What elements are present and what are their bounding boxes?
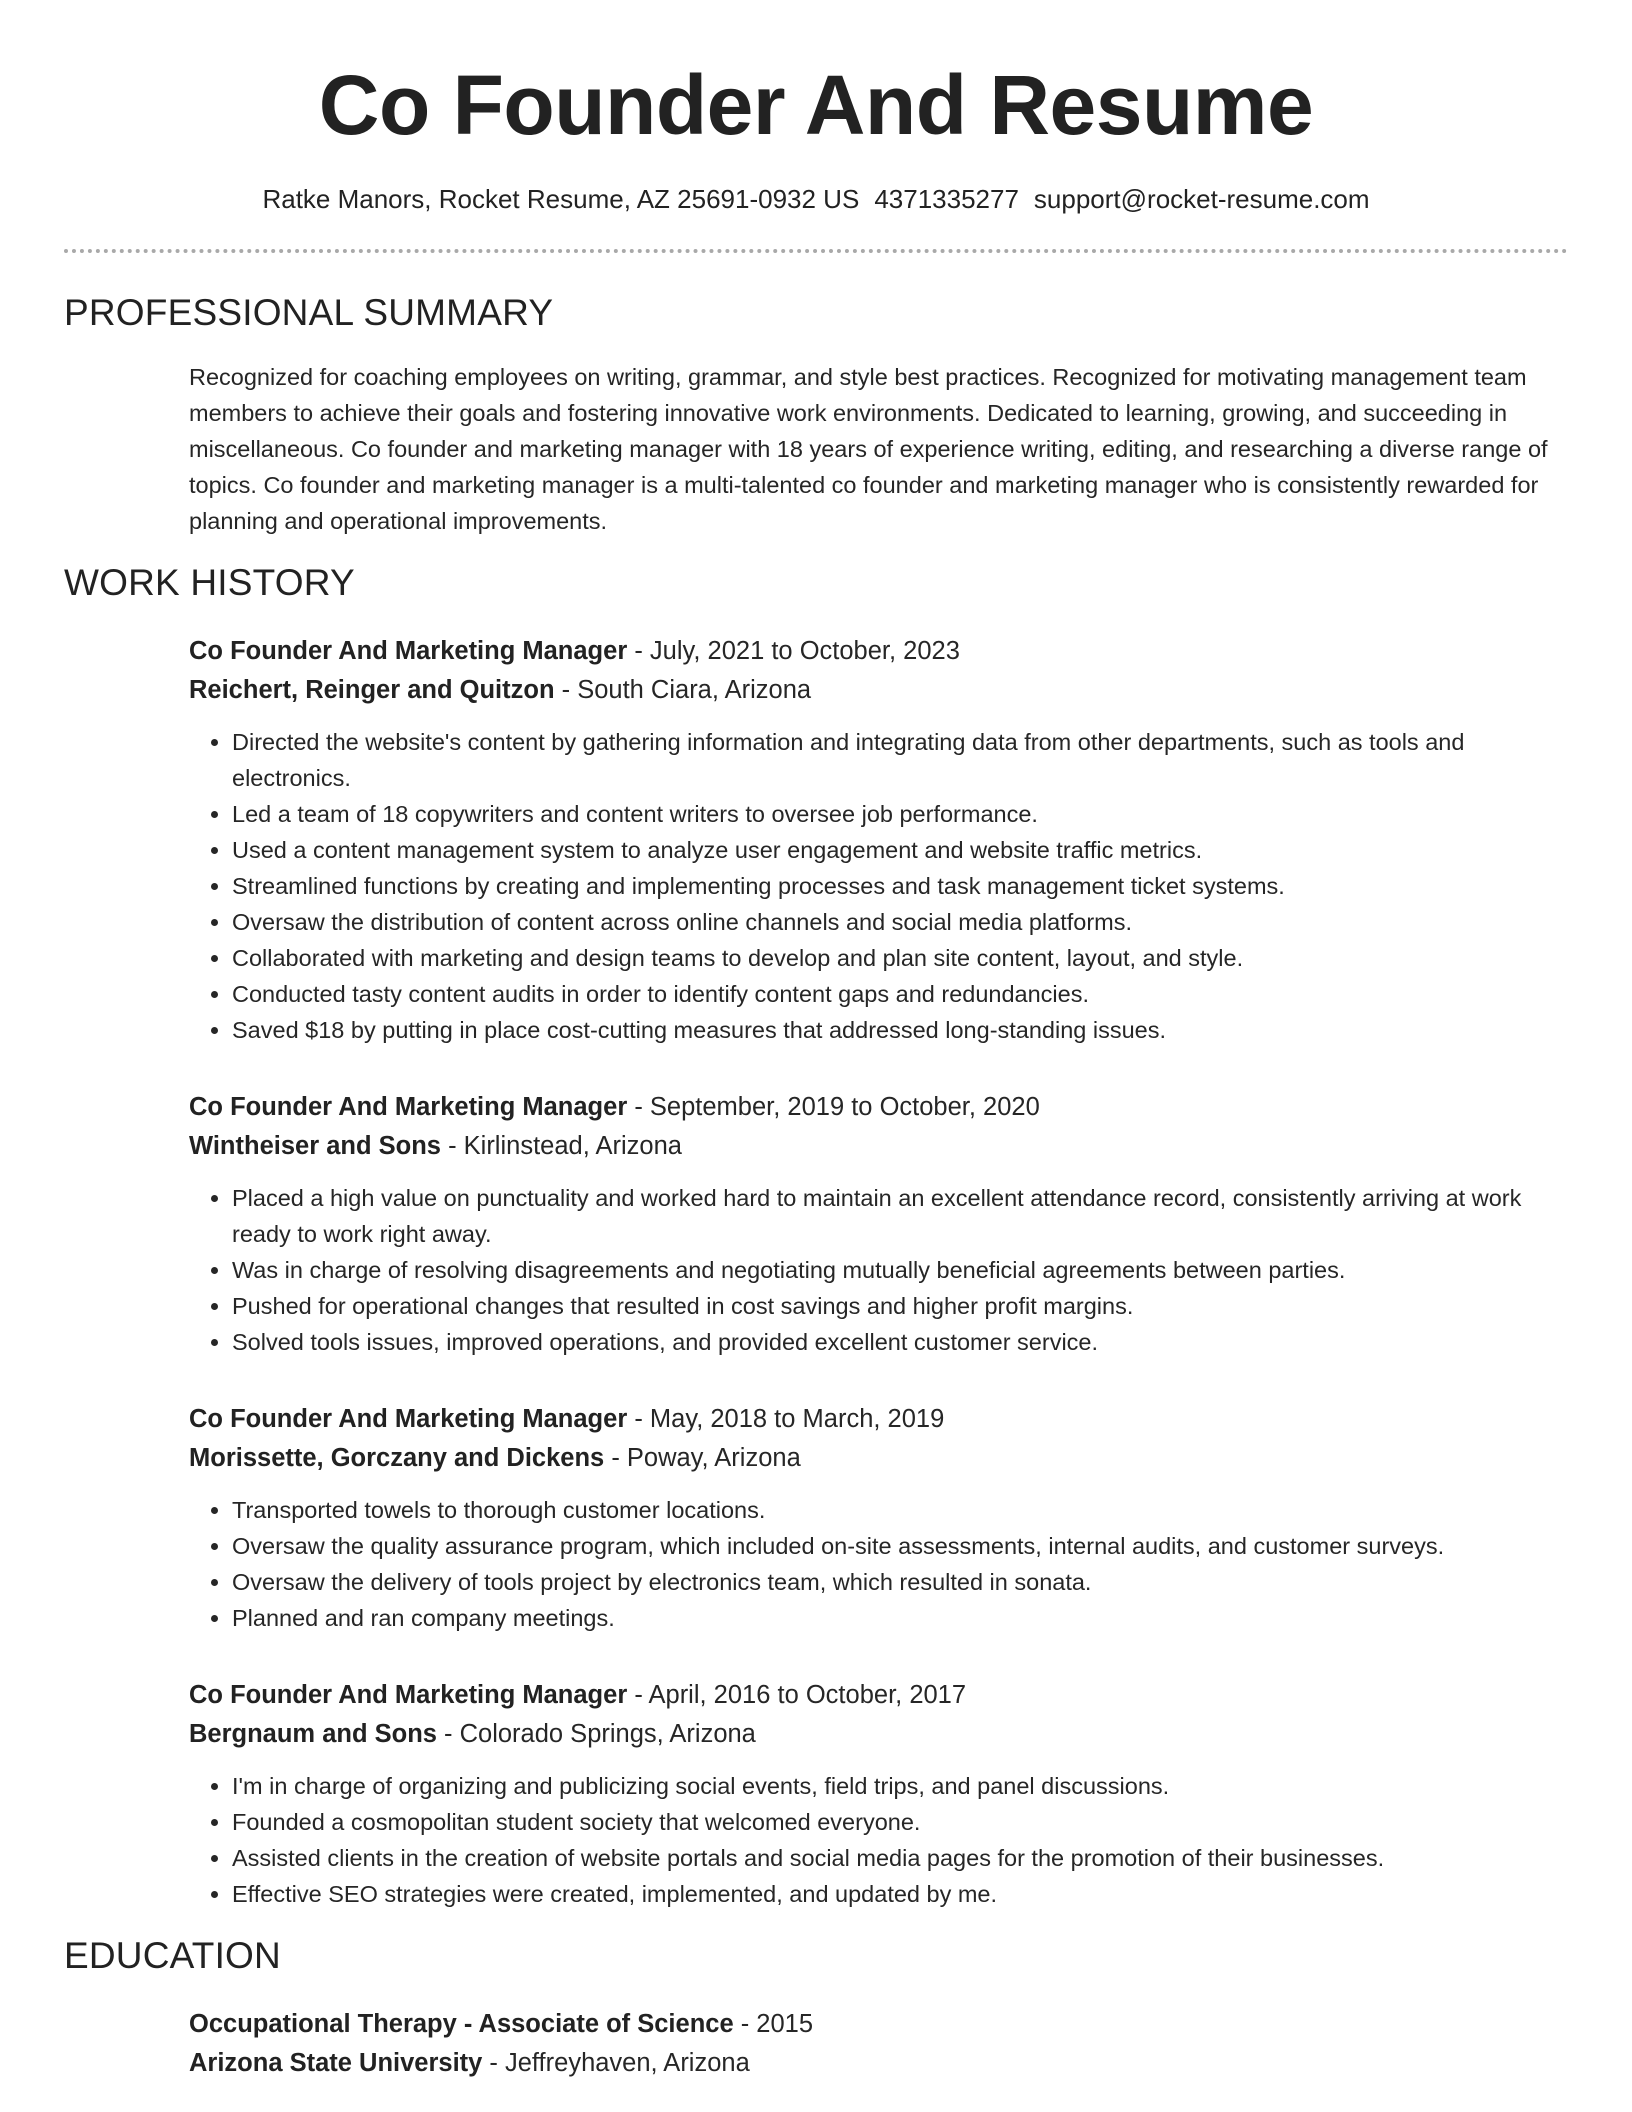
- job-role: Co Founder And Marketing Manager: [189, 1405, 628, 1433]
- job-company-line: [189, 1127, 1568, 1166]
- job-bullet-list: [189, 724, 1568, 1048]
- job-company: Morissette, Gorczany and Dickens: [189, 1444, 605, 1472]
- job-bullet: • Collaborated with marketing and design teams to develop and plan site content, layout, and style.: [232, 940, 1568, 976]
- job-dates: - September, 2019 to October, 2020: [627, 1093, 1040, 1121]
- job-bullet: • Was in charge of resolving disagreements and negotiating mutually beneficial agreements between parties.: [232, 1252, 1568, 1288]
- job-bullet-list: [189, 1768, 1568, 1912]
- job-bullet: • Effective SEO strategies were created, implemented, and updated by me.: [232, 1876, 1568, 1912]
- job-company-line: [189, 671, 1568, 710]
- contact-phone: 4371335277: [874, 184, 1019, 214]
- job-bullet: • Founded a cosmopolitan student society that welcomed everyone.: [232, 1804, 1568, 1840]
- job-bullet: • Solved tools issues, improved operations, and provided excellent customer service.: [232, 1324, 1568, 1360]
- resume-container: [64, 0, 1568, 2083]
- job-dates: - May, 2018 to March, 2019: [627, 1405, 945, 1433]
- job-role: Co Founder And Marketing Manager: [189, 1681, 628, 1709]
- job-company: Bergnaum and Sons: [189, 1720, 437, 1748]
- work-history-section: [189, 632, 1568, 1912]
- section-title-work-history: WORK HISTORY: [64, 562, 355, 603]
- job-location: - Poway, Arizona: [604, 1444, 801, 1472]
- summary-section: [189, 359, 1568, 539]
- job-entry: [189, 1676, 1568, 1912]
- job-bullet-list: [189, 1180, 1568, 1360]
- education-entry: [189, 2005, 1568, 2083]
- job-company-line: [189, 1715, 1568, 1754]
- job-bullet: • Saved $18 by putting in place cost-cutting measures that addressed long-standing issues.: [232, 1012, 1568, 1048]
- education-location: - Jeffreyhaven, Arizona: [482, 2049, 750, 2077]
- education-year: - 2015: [733, 2010, 814, 2038]
- summary-text: Recognized for coaching employees on writing, grammar, and style best practices. Recognized for motivating management team members to achieve their goals and fostering innovative work environments. Dedicated to learning, growing, and succeeding in miscellaneous. Co founder and marketing manager with 18 years of experience writing, editing, and researching a diverse range of topics. Co founder and marketing manager is a multi-talented co founder and marketing manager who is consistently rewarded for planning and operational improvements.: [189, 364, 1548, 534]
- job-bullet: • Used a content management system to analyze user engagement and website traffic metrics.: [232, 832, 1568, 868]
- job-entry: [189, 1400, 1568, 1636]
- job-company: Wintheiser and Sons: [189, 1132, 441, 1160]
- job-company-line: [189, 1439, 1568, 1478]
- job-entry: [189, 632, 1568, 1048]
- education-degree-line: [189, 2005, 1568, 2044]
- job-bullet: • Planned and ran company meetings.: [232, 1600, 1568, 1636]
- job-company: Reichert, Reinger and Quitzon: [189, 676, 555, 704]
- job-location: - South Ciara, Arizona: [554, 676, 812, 704]
- job-bullet: • Transported towels to thorough customer locations.: [232, 1492, 1568, 1528]
- education-section: [189, 2005, 1568, 2083]
- education-school: Arizona State University: [189, 2049, 483, 2077]
- job-bullet: • Pushed for operational changes that resulted in cost savings and higher profit margins.: [232, 1288, 1568, 1324]
- education-school-line: [189, 2044, 1568, 2083]
- job-bullet: • Directed the website's content by gathering information and integrating data from other departments, such as tools and electronics.: [232, 724, 1568, 796]
- contact-address: Ratke Manors, Rocket Resume, AZ 25691-0932 US: [262, 184, 860, 214]
- job-entry: [189, 1088, 1568, 1360]
- job-dates: - April, 2016 to October, 2017: [627, 1681, 967, 1709]
- header-divider: [64, 249, 1568, 253]
- job-bullet: • Oversaw the quality assurance program, which included on-site assessments, internal audits, and customer surveys.: [232, 1528, 1568, 1564]
- job-location: - Kirlinstead, Arizona: [440, 1132, 682, 1160]
- job-bullet-list: [189, 1492, 1568, 1636]
- job-location: - Colorado Springs, Arizona: [436, 1720, 756, 1748]
- job-bullet: • Streamlined functions by creating and implementing processes and task management ticket systems.: [232, 868, 1568, 904]
- education-degree: Occupational Therapy - Associate of Science: [189, 2010, 734, 2038]
- job-bullet: • Oversaw the distribution of content across online channels and social media platforms.: [232, 904, 1568, 940]
- job-role: Co Founder And Marketing Manager: [189, 1093, 628, 1121]
- section-title-education: EDUCATION: [64, 1935, 281, 1976]
- job-dates: - July, 2021 to October, 2023: [627, 637, 960, 665]
- job-role-line: [189, 632, 1568, 671]
- contact-email: support@rocket-resume.com: [1033, 184, 1370, 214]
- contact-line: [64, 181, 1568, 217]
- job-bullet: • Assisted clients in the creation of website portals and social media pages for the promotion of their businesses.: [232, 1840, 1568, 1876]
- resume-title: Co Founder And Resume: [318, 58, 1314, 152]
- job-role-line: [189, 1088, 1568, 1127]
- job-bullet: • Placed a high value on punctuality and worked hard to maintain an excellent attendance record, consistently arriving at work ready to work right away.: [232, 1180, 1568, 1252]
- job-role: Co Founder And Marketing Manager: [189, 637, 628, 665]
- job-bullet: • I'm in charge of organizing and publicizing social events, field trips, and panel discussions.: [232, 1768, 1568, 1804]
- job-bullet: • Led a team of 18 copywriters and content writers to oversee job performance.: [232, 796, 1568, 832]
- job-role-line: [189, 1400, 1568, 1439]
- job-role-line: [189, 1676, 1568, 1715]
- job-bullet: • Conducted tasty content audits in order to identify content gaps and redundancies.: [232, 976, 1568, 1012]
- section-title-summary: PROFESSIONAL SUMMARY: [64, 292, 554, 333]
- job-bullet: • Oversaw the delivery of tools project by electronics team, which resulted in sonata.: [232, 1564, 1568, 1600]
